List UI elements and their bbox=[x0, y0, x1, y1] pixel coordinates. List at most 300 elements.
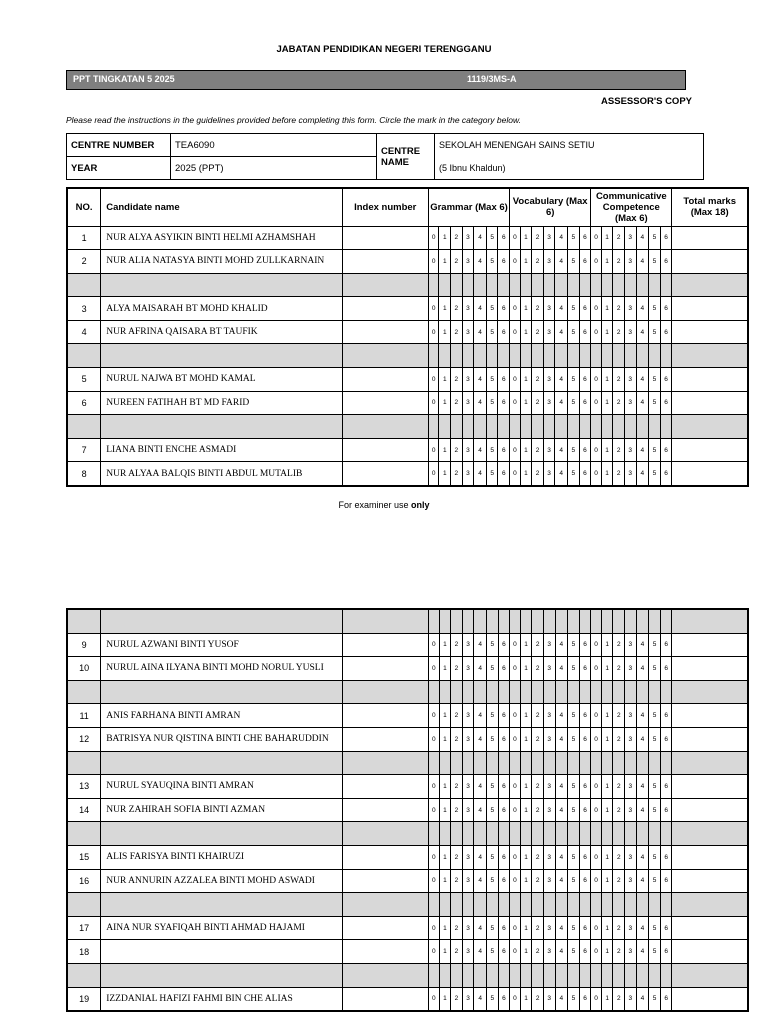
grammar-mark-option[interactable]: 0 bbox=[428, 250, 439, 274]
grammar-mark-option[interactable]: 5 bbox=[487, 727, 499, 751]
communicative-mark-option[interactable]: 0 bbox=[591, 438, 602, 462]
total-marks-field[interactable] bbox=[672, 775, 748, 799]
communicative-mark-option[interactable]: 5 bbox=[649, 845, 661, 869]
index-number-field[interactable] bbox=[342, 869, 428, 893]
vocabulary-mark-option[interactable]: 0 bbox=[510, 845, 521, 869]
grammar-mark-option[interactable]: 0 bbox=[428, 226, 439, 250]
communicative-mark-option[interactable]: 5 bbox=[649, 657, 661, 681]
communicative-mark-option[interactable]: 3 bbox=[625, 916, 637, 940]
vocabulary-mark-option[interactable]: 1 bbox=[520, 250, 532, 274]
grammar-mark-option[interactable]: 3 bbox=[462, 226, 474, 250]
vocabulary-mark-option[interactable]: 2 bbox=[532, 704, 544, 728]
vocabulary-mark-option[interactable]: 1 bbox=[520, 320, 532, 344]
communicative-mark-option[interactable]: 2 bbox=[613, 391, 625, 415]
vocabulary-mark-option[interactable]: 4 bbox=[555, 940, 568, 964]
communicative-mark-option[interactable]: 5 bbox=[649, 775, 661, 799]
total-marks-field[interactable] bbox=[672, 987, 748, 1011]
index-number-field[interactable] bbox=[342, 250, 428, 274]
grammar-mark-option[interactable]: 1 bbox=[439, 845, 451, 869]
grammar-mark-option[interactable]: 4 bbox=[474, 727, 487, 751]
communicative-mark-option[interactable]: 5 bbox=[649, 987, 661, 1011]
vocabulary-mark-option[interactable]: 0 bbox=[510, 727, 521, 751]
vocabulary-mark-option[interactable]: 1 bbox=[520, 916, 532, 940]
vocabulary-mark-option[interactable]: 5 bbox=[568, 438, 580, 462]
index-number-field[interactable] bbox=[342, 775, 428, 799]
communicative-mark-option[interactable]: 1 bbox=[601, 462, 613, 486]
grammar-mark-option[interactable]: 2 bbox=[451, 704, 463, 728]
total-marks-field[interactable] bbox=[672, 320, 748, 344]
communicative-mark-option[interactable]: 1 bbox=[601, 391, 613, 415]
vocabulary-mark-option[interactable]: 2 bbox=[532, 297, 544, 321]
communicative-mark-option[interactable]: 3 bbox=[625, 940, 637, 964]
grammar-mark-option[interactable]: 4 bbox=[474, 250, 487, 274]
communicative-mark-option[interactable]: 3 bbox=[625, 798, 637, 822]
vocabulary-mark-option[interactable]: 5 bbox=[568, 657, 580, 681]
grammar-mark-option[interactable]: 0 bbox=[429, 869, 440, 893]
communicative-mark-option[interactable]: 3 bbox=[624, 250, 636, 274]
grammar-mark-option[interactable]: 3 bbox=[462, 320, 474, 344]
vocabulary-mark-option[interactable]: 1 bbox=[520, 987, 532, 1011]
index-number-field[interactable] bbox=[342, 916, 428, 940]
grammar-mark-option[interactable]: 4 bbox=[474, 940, 487, 964]
grammar-mark-option[interactable]: 3 bbox=[462, 633, 474, 657]
grammar-mark-option[interactable]: 0 bbox=[429, 916, 440, 940]
index-number-field[interactable] bbox=[342, 462, 428, 486]
vocabulary-mark-option[interactable]: 4 bbox=[555, 368, 568, 392]
communicative-mark-option[interactable]: 0 bbox=[591, 297, 602, 321]
vocabulary-mark-option[interactable]: 6 bbox=[579, 368, 591, 392]
grammar-mark-option[interactable]: 5 bbox=[487, 633, 499, 657]
communicative-mark-option[interactable]: 6 bbox=[660, 633, 672, 657]
vocabulary-mark-option[interactable]: 5 bbox=[568, 987, 580, 1011]
grammar-mark-option[interactable]: 4 bbox=[474, 845, 487, 869]
communicative-mark-option[interactable]: 1 bbox=[601, 987, 613, 1011]
communicative-mark-option[interactable]: 3 bbox=[625, 704, 637, 728]
vocabulary-mark-option[interactable]: 4 bbox=[555, 391, 568, 415]
communicative-mark-option[interactable]: 4 bbox=[636, 226, 649, 250]
communicative-mark-option[interactable]: 6 bbox=[660, 391, 672, 415]
vocabulary-mark-option[interactable]: 3 bbox=[543, 916, 555, 940]
grammar-mark-option[interactable]: 3 bbox=[462, 250, 474, 274]
vocabulary-mark-option[interactable]: 0 bbox=[510, 250, 521, 274]
grammar-mark-option[interactable]: 3 bbox=[462, 869, 474, 893]
grammar-mark-option[interactable]: 2 bbox=[451, 775, 463, 799]
communicative-mark-option[interactable]: 2 bbox=[613, 250, 625, 274]
communicative-mark-option[interactable]: 2 bbox=[613, 775, 625, 799]
grammar-mark-option[interactable]: 6 bbox=[498, 916, 510, 940]
vocabulary-mark-option[interactable]: 3 bbox=[543, 775, 555, 799]
grammar-mark-option[interactable]: 4 bbox=[474, 916, 487, 940]
vocabulary-mark-option[interactable]: 6 bbox=[579, 657, 591, 681]
grammar-mark-option[interactable]: 4 bbox=[474, 297, 487, 321]
grammar-mark-option[interactable]: 0 bbox=[429, 704, 440, 728]
grammar-mark-option[interactable]: 2 bbox=[451, 633, 463, 657]
vocabulary-mark-option[interactable]: 0 bbox=[510, 633, 521, 657]
communicative-mark-option[interactable]: 0 bbox=[591, 657, 602, 681]
communicative-mark-option[interactable]: 4 bbox=[636, 727, 649, 751]
communicative-mark-option[interactable]: 6 bbox=[660, 226, 672, 250]
grammar-mark-option[interactable]: 6 bbox=[498, 462, 510, 486]
communicative-mark-option[interactable]: 0 bbox=[591, 320, 602, 344]
grammar-mark-option[interactable]: 0 bbox=[429, 987, 440, 1011]
vocabulary-mark-option[interactable]: 0 bbox=[510, 391, 521, 415]
vocabulary-mark-option[interactable]: 3 bbox=[543, 657, 555, 681]
vocabulary-mark-option[interactable]: 1 bbox=[520, 869, 532, 893]
communicative-mark-option[interactable]: 4 bbox=[636, 320, 649, 344]
grammar-mark-option[interactable]: 0 bbox=[429, 798, 440, 822]
grammar-mark-option[interactable]: 2 bbox=[451, 940, 463, 964]
total-marks-field[interactable] bbox=[672, 250, 748, 274]
vocabulary-mark-option[interactable]: 1 bbox=[520, 727, 532, 751]
communicative-mark-option[interactable]: 6 bbox=[660, 462, 672, 486]
vocabulary-mark-option[interactable]: 6 bbox=[579, 704, 591, 728]
index-number-field[interactable] bbox=[342, 798, 428, 822]
year-value[interactable]: 2025 (PPT) bbox=[171, 157, 377, 180]
communicative-mark-option[interactable]: 5 bbox=[649, 916, 661, 940]
grammar-mark-option[interactable]: 2 bbox=[451, 368, 463, 392]
communicative-mark-option[interactable]: 2 bbox=[613, 297, 625, 321]
vocabulary-mark-option[interactable]: 3 bbox=[543, 438, 555, 462]
communicative-mark-option[interactable]: 4 bbox=[636, 798, 649, 822]
vocabulary-mark-option[interactable]: 5 bbox=[568, 391, 580, 415]
communicative-mark-option[interactable]: 1 bbox=[601, 368, 613, 392]
communicative-mark-option[interactable]: 0 bbox=[591, 869, 602, 893]
communicative-mark-option[interactable]: 4 bbox=[636, 657, 649, 681]
grammar-mark-option[interactable]: 6 bbox=[498, 775, 510, 799]
vocabulary-mark-option[interactable]: 3 bbox=[543, 250, 555, 274]
communicative-mark-option[interactable]: 5 bbox=[649, 391, 661, 415]
communicative-mark-option[interactable]: 1 bbox=[601, 657, 613, 681]
communicative-mark-option[interactable]: 1 bbox=[601, 775, 613, 799]
vocabulary-mark-option[interactable]: 2 bbox=[532, 940, 544, 964]
vocabulary-mark-option[interactable]: 1 bbox=[520, 297, 532, 321]
communicative-mark-option[interactable]: 4 bbox=[636, 368, 649, 392]
communicative-mark-option[interactable]: 0 bbox=[591, 391, 602, 415]
communicative-mark-option[interactable]: 2 bbox=[613, 987, 625, 1011]
grammar-mark-option[interactable]: 5 bbox=[487, 916, 499, 940]
vocabulary-mark-option[interactable]: 2 bbox=[532, 727, 544, 751]
communicative-mark-option[interactable]: 1 bbox=[601, 845, 613, 869]
grammar-mark-option[interactable]: 4 bbox=[474, 869, 487, 893]
grammar-mark-option[interactable]: 5 bbox=[486, 250, 498, 274]
communicative-mark-option[interactable]: 2 bbox=[613, 704, 625, 728]
grammar-mark-option[interactable]: 2 bbox=[451, 226, 463, 250]
communicative-mark-option[interactable]: 0 bbox=[591, 798, 602, 822]
vocabulary-mark-option[interactable]: 6 bbox=[579, 297, 591, 321]
total-marks-field[interactable] bbox=[672, 633, 748, 657]
vocabulary-mark-option[interactable]: 4 bbox=[555, 845, 568, 869]
vocabulary-mark-option[interactable]: 6 bbox=[579, 727, 591, 751]
communicative-mark-option[interactable]: 6 bbox=[660, 250, 672, 274]
grammar-mark-option[interactable]: 4 bbox=[474, 657, 487, 681]
communicative-mark-option[interactable]: 5 bbox=[649, 633, 661, 657]
vocabulary-mark-option[interactable]: 5 bbox=[568, 462, 580, 486]
communicative-mark-option[interactable]: 5 bbox=[649, 368, 661, 392]
vocabulary-mark-option[interactable]: 3 bbox=[543, 940, 555, 964]
vocabulary-mark-option[interactable]: 0 bbox=[510, 987, 521, 1011]
total-marks-field[interactable] bbox=[672, 438, 748, 462]
grammar-mark-option[interactable]: 0 bbox=[429, 727, 440, 751]
vocabulary-mark-option[interactable]: 0 bbox=[510, 320, 521, 344]
grammar-mark-option[interactable]: 1 bbox=[439, 633, 451, 657]
vocabulary-mark-option[interactable]: 0 bbox=[510, 775, 521, 799]
grammar-mark-option[interactable]: 2 bbox=[451, 320, 463, 344]
grammar-mark-option[interactable]: 5 bbox=[487, 940, 499, 964]
communicative-mark-option[interactable]: 3 bbox=[624, 438, 636, 462]
communicative-mark-option[interactable]: 5 bbox=[649, 226, 661, 250]
vocabulary-mark-option[interactable]: 1 bbox=[520, 940, 532, 964]
grammar-mark-option[interactable]: 4 bbox=[474, 704, 487, 728]
grammar-mark-option[interactable]: 6 bbox=[498, 250, 510, 274]
communicative-mark-option[interactable]: 6 bbox=[660, 368, 672, 392]
vocabulary-mark-option[interactable]: 0 bbox=[510, 438, 521, 462]
communicative-mark-option[interactable]: 2 bbox=[613, 869, 625, 893]
grammar-mark-option[interactable]: 6 bbox=[498, 633, 510, 657]
vocabulary-mark-option[interactable]: 2 bbox=[532, 250, 544, 274]
grammar-mark-option[interactable]: 3 bbox=[462, 704, 474, 728]
communicative-mark-option[interactable]: 0 bbox=[591, 775, 602, 799]
index-number-field[interactable] bbox=[342, 320, 428, 344]
communicative-mark-option[interactable]: 6 bbox=[660, 775, 672, 799]
grammar-mark-option[interactable]: 2 bbox=[451, 391, 463, 415]
communicative-mark-option[interactable]: 6 bbox=[660, 987, 672, 1011]
grammar-mark-option[interactable]: 4 bbox=[474, 438, 487, 462]
communicative-mark-option[interactable]: 4 bbox=[636, 940, 649, 964]
grammar-mark-option[interactable]: 3 bbox=[462, 798, 474, 822]
vocabulary-mark-option[interactable]: 1 bbox=[520, 633, 532, 657]
grammar-mark-option[interactable]: 1 bbox=[439, 987, 451, 1011]
communicative-mark-option[interactable]: 1 bbox=[601, 916, 613, 940]
grammar-mark-option[interactable]: 2 bbox=[451, 987, 463, 1011]
communicative-mark-option[interactable]: 3 bbox=[625, 657, 637, 681]
vocabulary-mark-option[interactable]: 5 bbox=[568, 798, 580, 822]
grammar-mark-option[interactable]: 0 bbox=[428, 320, 439, 344]
vocabulary-mark-option[interactable]: 4 bbox=[555, 438, 568, 462]
communicative-mark-option[interactable]: 5 bbox=[649, 727, 661, 751]
index-number-field[interactable] bbox=[342, 438, 428, 462]
index-number-field[interactable] bbox=[342, 845, 428, 869]
vocabulary-mark-option[interactable]: 5 bbox=[568, 633, 580, 657]
grammar-mark-option[interactable]: 5 bbox=[486, 438, 498, 462]
vocabulary-mark-option[interactable]: 6 bbox=[579, 633, 591, 657]
vocabulary-mark-option[interactable]: 5 bbox=[568, 916, 580, 940]
vocabulary-mark-option[interactable]: 6 bbox=[579, 391, 591, 415]
communicative-mark-option[interactable]: 1 bbox=[601, 798, 613, 822]
communicative-mark-option[interactable]: 4 bbox=[636, 391, 649, 415]
vocabulary-mark-option[interactable]: 3 bbox=[543, 462, 555, 486]
vocabulary-mark-option[interactable]: 2 bbox=[532, 775, 544, 799]
communicative-mark-option[interactable]: 2 bbox=[613, 798, 625, 822]
total-marks-field[interactable] bbox=[672, 916, 748, 940]
communicative-mark-option[interactable]: 3 bbox=[625, 987, 637, 1011]
communicative-mark-option[interactable]: 4 bbox=[636, 438, 649, 462]
communicative-mark-option[interactable]: 5 bbox=[649, 250, 661, 274]
vocabulary-mark-option[interactable]: 5 bbox=[568, 226, 580, 250]
index-number-field[interactable] bbox=[342, 657, 428, 681]
vocabulary-mark-option[interactable]: 5 bbox=[568, 869, 580, 893]
communicative-mark-option[interactable]: 4 bbox=[636, 987, 649, 1011]
grammar-mark-option[interactable]: 6 bbox=[498, 987, 510, 1011]
grammar-mark-option[interactable]: 0 bbox=[429, 845, 440, 869]
total-marks-field[interactable] bbox=[672, 845, 748, 869]
communicative-mark-option[interactable]: 1 bbox=[601, 940, 613, 964]
communicative-mark-option[interactable]: 3 bbox=[624, 462, 636, 486]
grammar-mark-option[interactable]: 6 bbox=[498, 704, 510, 728]
vocabulary-mark-option[interactable]: 3 bbox=[543, 368, 555, 392]
grammar-mark-option[interactable]: 6 bbox=[498, 391, 510, 415]
grammar-mark-option[interactable]: 0 bbox=[429, 775, 440, 799]
grammar-mark-option[interactable]: 3 bbox=[462, 727, 474, 751]
total-marks-field[interactable] bbox=[672, 391, 748, 415]
grammar-mark-option[interactable]: 2 bbox=[451, 727, 463, 751]
communicative-mark-option[interactable]: 2 bbox=[613, 916, 625, 940]
total-marks-field[interactable] bbox=[672, 226, 748, 250]
vocabulary-mark-option[interactable]: 5 bbox=[568, 727, 580, 751]
communicative-mark-option[interactable]: 4 bbox=[636, 704, 649, 728]
vocabulary-mark-option[interactable]: 2 bbox=[532, 845, 544, 869]
grammar-mark-option[interactable]: 5 bbox=[487, 869, 499, 893]
grammar-mark-option[interactable]: 4 bbox=[474, 775, 487, 799]
grammar-mark-option[interactable]: 3 bbox=[462, 775, 474, 799]
grammar-mark-option[interactable]: 2 bbox=[451, 916, 463, 940]
grammar-mark-option[interactable]: 3 bbox=[462, 987, 474, 1011]
communicative-mark-option[interactable]: 5 bbox=[649, 462, 661, 486]
grammar-mark-option[interactable]: 2 bbox=[451, 657, 463, 681]
vocabulary-mark-option[interactable]: 3 bbox=[543, 297, 555, 321]
vocabulary-mark-option[interactable]: 1 bbox=[520, 845, 532, 869]
communicative-mark-option[interactable]: 3 bbox=[624, 226, 636, 250]
vocabulary-mark-option[interactable]: 0 bbox=[510, 657, 521, 681]
vocabulary-mark-option[interactable]: 2 bbox=[532, 462, 544, 486]
communicative-mark-option[interactable]: 2 bbox=[613, 940, 625, 964]
vocabulary-mark-option[interactable]: 6 bbox=[579, 226, 591, 250]
grammar-mark-option[interactable]: 1 bbox=[439, 704, 451, 728]
index-number-field[interactable] bbox=[342, 633, 428, 657]
communicative-mark-option[interactable]: 3 bbox=[625, 845, 637, 869]
grammar-mark-option[interactable]: 3 bbox=[462, 845, 474, 869]
communicative-mark-option[interactable]: 6 bbox=[660, 727, 672, 751]
communicative-mark-option[interactable]: 1 bbox=[601, 727, 613, 751]
vocabulary-mark-option[interactable]: 4 bbox=[555, 798, 568, 822]
vocabulary-mark-option[interactable]: 0 bbox=[510, 462, 521, 486]
vocabulary-mark-option[interactable]: 2 bbox=[532, 320, 544, 344]
communicative-mark-option[interactable]: 6 bbox=[660, 798, 672, 822]
grammar-mark-option[interactable]: 6 bbox=[498, 297, 510, 321]
communicative-mark-option[interactable]: 0 bbox=[591, 250, 602, 274]
grammar-mark-option[interactable]: 3 bbox=[462, 940, 474, 964]
grammar-mark-option[interactable]: 5 bbox=[487, 845, 499, 869]
communicative-mark-option[interactable]: 4 bbox=[636, 297, 649, 321]
communicative-mark-option[interactable]: 4 bbox=[636, 845, 649, 869]
grammar-mark-option[interactable]: 3 bbox=[462, 368, 474, 392]
vocabulary-mark-option[interactable]: 3 bbox=[543, 633, 555, 657]
vocabulary-mark-option[interactable]: 2 bbox=[532, 657, 544, 681]
vocabulary-mark-option[interactable]: 4 bbox=[555, 633, 568, 657]
vocabulary-mark-option[interactable]: 6 bbox=[579, 320, 591, 344]
vocabulary-mark-option[interactable]: 4 bbox=[555, 657, 568, 681]
grammar-mark-option[interactable]: 5 bbox=[487, 798, 499, 822]
communicative-mark-option[interactable]: 5 bbox=[649, 940, 661, 964]
index-number-field[interactable] bbox=[342, 368, 428, 392]
communicative-mark-option[interactable]: 3 bbox=[624, 368, 636, 392]
grammar-mark-option[interactable]: 6 bbox=[498, 869, 510, 893]
vocabulary-mark-option[interactable]: 3 bbox=[543, 391, 555, 415]
grammar-mark-option[interactable]: 0 bbox=[429, 940, 440, 964]
vocabulary-mark-option[interactable]: 2 bbox=[532, 368, 544, 392]
vocabulary-mark-option[interactable]: 1 bbox=[520, 438, 532, 462]
grammar-mark-option[interactable]: 4 bbox=[474, 226, 487, 250]
vocabulary-mark-option[interactable]: 0 bbox=[510, 297, 521, 321]
communicative-mark-option[interactable]: 0 bbox=[591, 633, 602, 657]
grammar-mark-option[interactable]: 2 bbox=[451, 250, 463, 274]
index-number-field[interactable] bbox=[342, 727, 428, 751]
communicative-mark-option[interactable]: 5 bbox=[649, 869, 661, 893]
grammar-mark-option[interactable]: 1 bbox=[439, 368, 451, 392]
vocabulary-mark-option[interactable]: 4 bbox=[555, 704, 568, 728]
communicative-mark-option[interactable]: 6 bbox=[660, 320, 672, 344]
grammar-mark-option[interactable]: 1 bbox=[439, 462, 451, 486]
vocabulary-mark-option[interactable]: 3 bbox=[543, 226, 555, 250]
communicative-mark-option[interactable]: 3 bbox=[624, 297, 636, 321]
communicative-mark-option[interactable]: 0 bbox=[591, 916, 602, 940]
communicative-mark-option[interactable]: 2 bbox=[613, 438, 625, 462]
grammar-mark-option[interactable]: 1 bbox=[439, 775, 451, 799]
total-marks-field[interactable] bbox=[672, 869, 748, 893]
communicative-mark-option[interactable]: 4 bbox=[636, 250, 649, 274]
communicative-mark-option[interactable]: 0 bbox=[591, 462, 602, 486]
grammar-mark-option[interactable]: 4 bbox=[474, 391, 487, 415]
communicative-mark-option[interactable]: 3 bbox=[625, 775, 637, 799]
total-marks-field[interactable] bbox=[672, 798, 748, 822]
communicative-mark-option[interactable]: 6 bbox=[660, 940, 672, 964]
grammar-mark-option[interactable]: 5 bbox=[486, 320, 498, 344]
index-number-field[interactable] bbox=[342, 226, 428, 250]
communicative-mark-option[interactable]: 4 bbox=[636, 462, 649, 486]
grammar-mark-option[interactable]: 4 bbox=[474, 633, 487, 657]
grammar-mark-option[interactable]: 1 bbox=[439, 869, 451, 893]
vocabulary-mark-option[interactable]: 4 bbox=[555, 320, 568, 344]
vocabulary-mark-option[interactable]: 3 bbox=[543, 869, 555, 893]
grammar-mark-option[interactable]: 6 bbox=[498, 226, 510, 250]
grammar-mark-option[interactable]: 2 bbox=[451, 297, 463, 321]
total-marks-field[interactable] bbox=[672, 940, 748, 964]
communicative-mark-option[interactable]: 6 bbox=[660, 438, 672, 462]
vocabulary-mark-option[interactable]: 5 bbox=[568, 845, 580, 869]
communicative-mark-option[interactable]: 2 bbox=[613, 320, 625, 344]
grammar-mark-option[interactable]: 1 bbox=[439, 320, 451, 344]
communicative-mark-option[interactable]: 4 bbox=[636, 775, 649, 799]
communicative-mark-option[interactable]: 1 bbox=[601, 633, 613, 657]
grammar-mark-option[interactable]: 5 bbox=[487, 775, 499, 799]
grammar-mark-option[interactable]: 6 bbox=[498, 368, 510, 392]
grammar-mark-option[interactable]: 0 bbox=[429, 657, 440, 681]
vocabulary-mark-option[interactable]: 4 bbox=[555, 297, 568, 321]
grammar-mark-option[interactable]: 1 bbox=[439, 297, 451, 321]
grammar-mark-option[interactable]: 5 bbox=[486, 391, 498, 415]
grammar-mark-option[interactable]: 6 bbox=[498, 727, 510, 751]
vocabulary-mark-option[interactable]: 4 bbox=[555, 987, 568, 1011]
communicative-mark-option[interactable]: 0 bbox=[591, 845, 602, 869]
vocabulary-mark-option[interactable]: 1 bbox=[520, 368, 532, 392]
communicative-mark-option[interactable]: 1 bbox=[601, 438, 613, 462]
communicative-mark-option[interactable]: 2 bbox=[613, 462, 625, 486]
communicative-mark-option[interactable]: 3 bbox=[625, 633, 637, 657]
grammar-mark-option[interactable]: 1 bbox=[439, 916, 451, 940]
grammar-mark-option[interactable]: 3 bbox=[462, 391, 474, 415]
total-marks-field[interactable] bbox=[672, 704, 748, 728]
vocabulary-mark-option[interactable]: 2 bbox=[532, 869, 544, 893]
grammar-mark-option[interactable]: 1 bbox=[439, 727, 451, 751]
